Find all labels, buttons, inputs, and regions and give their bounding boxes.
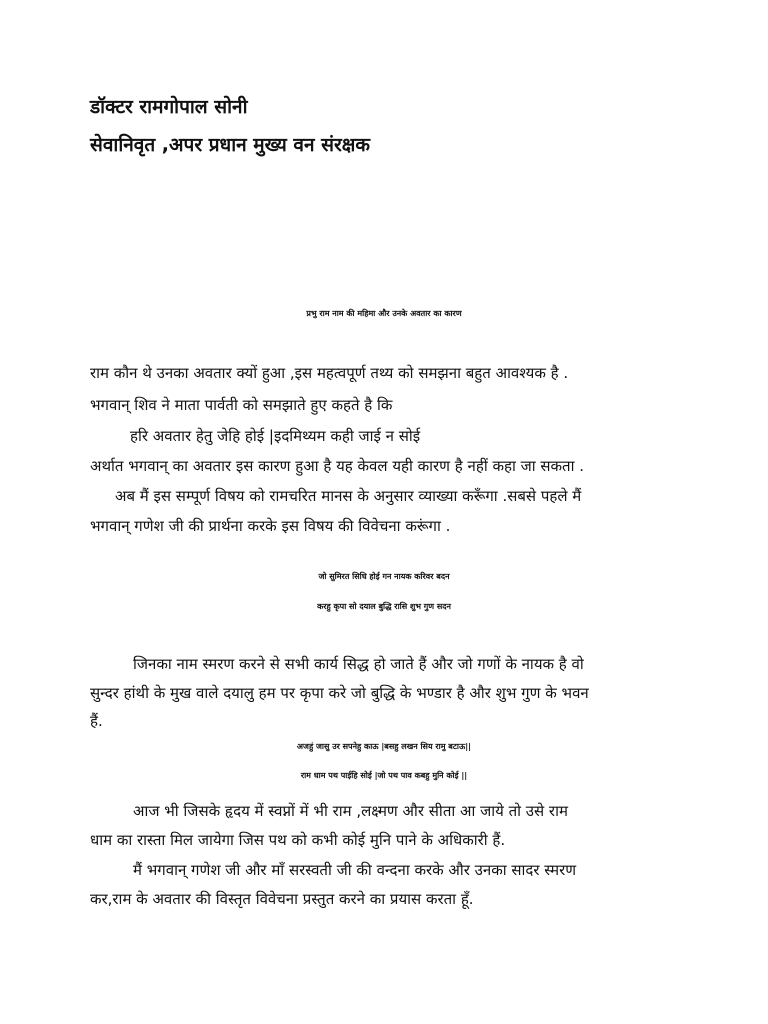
intro-verse-line: हरि अवतार हेतु जेहि होई |इदमिथ्यम कही जाई न सोई (130, 427, 421, 445)
verse-1-line-1: जो सुमिरत सिधि होई गन नायक करिवर बदन (318, 572, 450, 581)
main-heading: प्रभु राम नाम की महिमा और उनके अवतार का कारण (306, 309, 462, 318)
meaning-1-line-1: जिनका नाम स्मरण करने से सभी कार्य सिद्ध हो जाते हैं और जो गणों के नायक है वो (133, 655, 584, 673)
intro-line-5: अब मैं इस सम्पूर्ण विषय को रामचरित मानस के अनुसार व्याख्या करूँगा .सबसे पहले मैं (115, 487, 582, 505)
intro-line-6: भगवान् गणेश जी की प्रार्थना करके इस विषय की विवेचना करूंगा . (90, 517, 451, 535)
meaning-2-line-3: मैं भगवान् गणेश जी और माँ सरस्वती जी की वन्दना करके और उनका सादर स्मरण (133, 861, 577, 879)
intro-line-4: अर्थात भगवान् का अवतार इस कारण हुआ है यह केवल यही कारण है नहीं कहा जा सकता . (90, 457, 585, 475)
meaning-1-line-2: सुन्दर हांथी के मुख वाले दयालु हम पर कृपा करे जो बुद्धि के भण्डार है और शुभ गुण के भवन (90, 684, 589, 702)
meaning-2-line-1: आज भी जिसके हृदय में स्वप्नों में भी राम ,लक्ष्मण और सीता आ जाये तो उसे राम (133, 802, 568, 820)
meaning-2-line-2: धाम का रास्ता मिल जायेगा जिस पथ को कभी कोई मुनि पाने के अधिकारी हैं. (90, 831, 506, 849)
author-title: सेवानिवृत ,अपर प्रधान मुख्य वन संरक्षक (90, 134, 370, 156)
meaning-1-line-3: हैं. (90, 712, 103, 730)
author-name: डॉक्टर रामगोपाल सोनी (90, 96, 248, 118)
intro-line-1: राम कौन थे उनका अवतार क्यों हुआ ,इस महत्वपूर्ण तथ्य को समझना बहुत आवश्यक है . (90, 364, 569, 382)
verse-2-line-2: राम धाम पथ पाईहि सोई |जो पथ पाव कबहु मुनि कोई || (300, 771, 468, 780)
verse-1-line-2: करहु कृपा सो दयाल बुद्धि रासि शुभ गुण सदन (317, 602, 451, 611)
verse-2-line-1: अजहुं जासु उर सपनेहु काऊ |बसहु लखन सिय रामु बटाऊ|| (296, 742, 472, 751)
intro-line-2: भगवान् शिव ने माता पार्वती को समझाते हुए कहते है कि (90, 396, 393, 414)
meaning-2-line-4: कर,राम के अवतार की विस्तृत विवेचना प्रस्तुत करने का प्रयास करता हूँ. (90, 890, 474, 908)
